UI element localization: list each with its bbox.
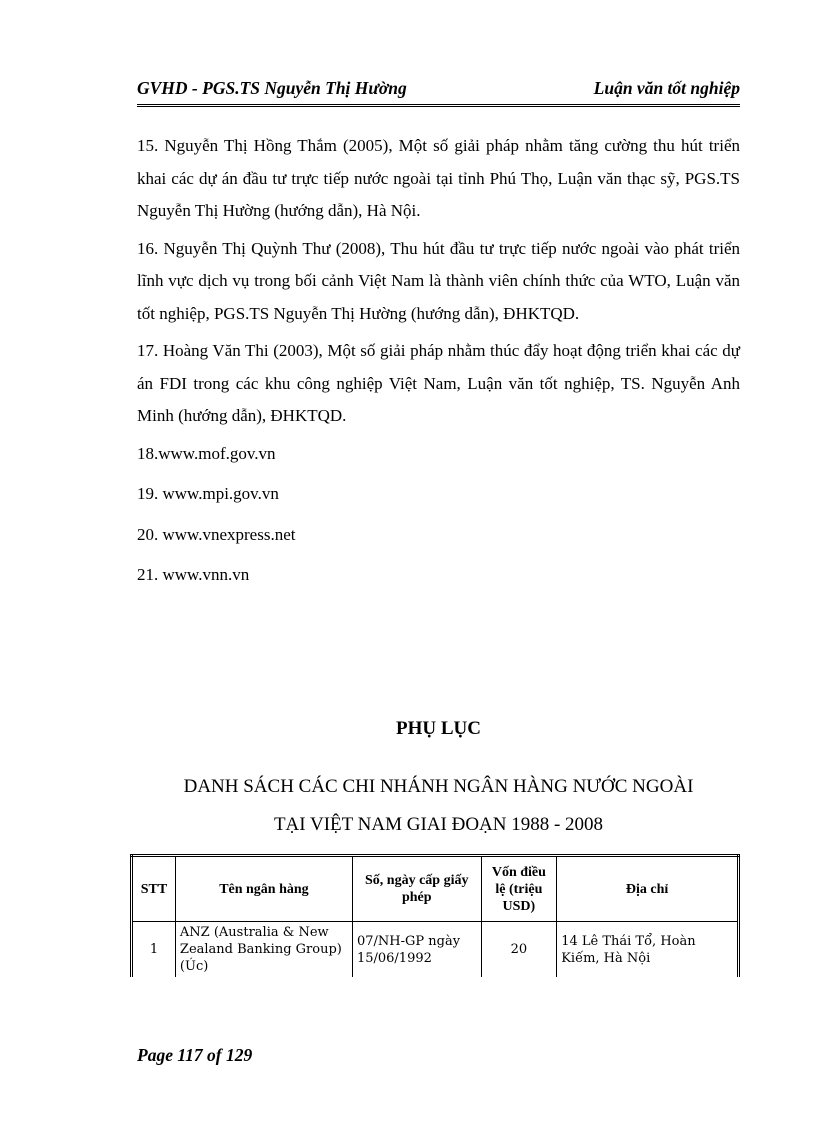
reference-item: 15. Nguyễn Thị Hồng Thắm (2005), Một số giải pháp nhằm tăng cường thu hút triển khai các dự án đầu tư trực tiếp nước ngoài tại tỉnh Phú Thọ, Luận văn thạc sỹ, PGS.TS Nguyễn Thị Hường (hướng dẫn), Hà Nội. — [137, 136, 740, 220]
table-header-row — [132, 856, 739, 922]
appendix-title: PHỤ LỤC — [396, 718, 481, 739]
appendix-subtitle-line: TẠI VIỆT NAM GIAI ĐOẠN 1988 - 2008 — [273, 814, 604, 835]
cell-stt: 1 — [132, 922, 176, 978]
cell-license: 07/NH-GP ngày 15/06/1992 — [352, 922, 481, 978]
reference-url: 21. www.vnn.vn — [137, 565, 250, 584]
reference-list — [137, 130, 740, 600]
page-number: Page 117 of 129 — [137, 1045, 253, 1065]
reference-url: 18.www.mof.gov.vn — [137, 443, 276, 463]
header-thesis-label: Luận văn tốt nghiệp — [593, 78, 740, 98]
col-header-capital: Vốn điều lệ (triệu USD) — [481, 856, 557, 922]
reference-item: 16. Nguyễn Thị Quỳnh Thư (2008), Thu hút đầu tư trực tiếp nước ngoài vào phát triển lĩnh vực dịch vụ trong bối cảnh Việt Nam là thành viên chính thức của WTO, Luận văn tốt nghiệp, PGS.TS Nguyễn Thị Hường (hướng dẫn), ĐHKTQD. — [137, 238, 740, 323]
table-row — [132, 922, 739, 978]
appendix-subtitle-line: DANH SÁCH CÁC CHI NHÁNH NGÂN HÀNG NƯỚC NGOÀI — [183, 776, 694, 797]
cell-capital: 20 — [481, 922, 557, 978]
col-header-bank-name: Tên ngân hàng — [175, 856, 352, 922]
reference-url: 19. www.mpi.gov.vn — [137, 484, 279, 503]
col-header-license: Số, ngày cấp giấy phép — [352, 856, 481, 922]
cell-address: 14 Lê Thái Tổ, Hoàn Kiếm, Hà Nội — [557, 922, 739, 978]
reference-url: 20. www.vnexpress.net — [137, 524, 296, 544]
bank-branch-table — [130, 854, 740, 977]
reference-item: 17. Hoàng Văn Thi (2003), Một số giải pháp nhằm thúc đẩy hoạt động triển khai các dự án FDI trong các khu công nghiệp Việt Nam, Luận văn tốt nghiệp, TS. Nguyễn Anh Minh (hướng dẫn), ĐHKTQD. — [137, 341, 740, 425]
appendix-subtitle — [137, 768, 740, 844]
col-header-stt: STT — [132, 856, 176, 922]
col-header-address: Địa chỉ — [557, 856, 739, 922]
cell-bank-name: ANZ (Australia & New Zealand Banking Group) (Úc) — [175, 922, 352, 978]
header-advisor: GVHD - PGS.TS Nguyễn Thị Hường — [137, 78, 407, 98]
page-header — [137, 74, 740, 107]
